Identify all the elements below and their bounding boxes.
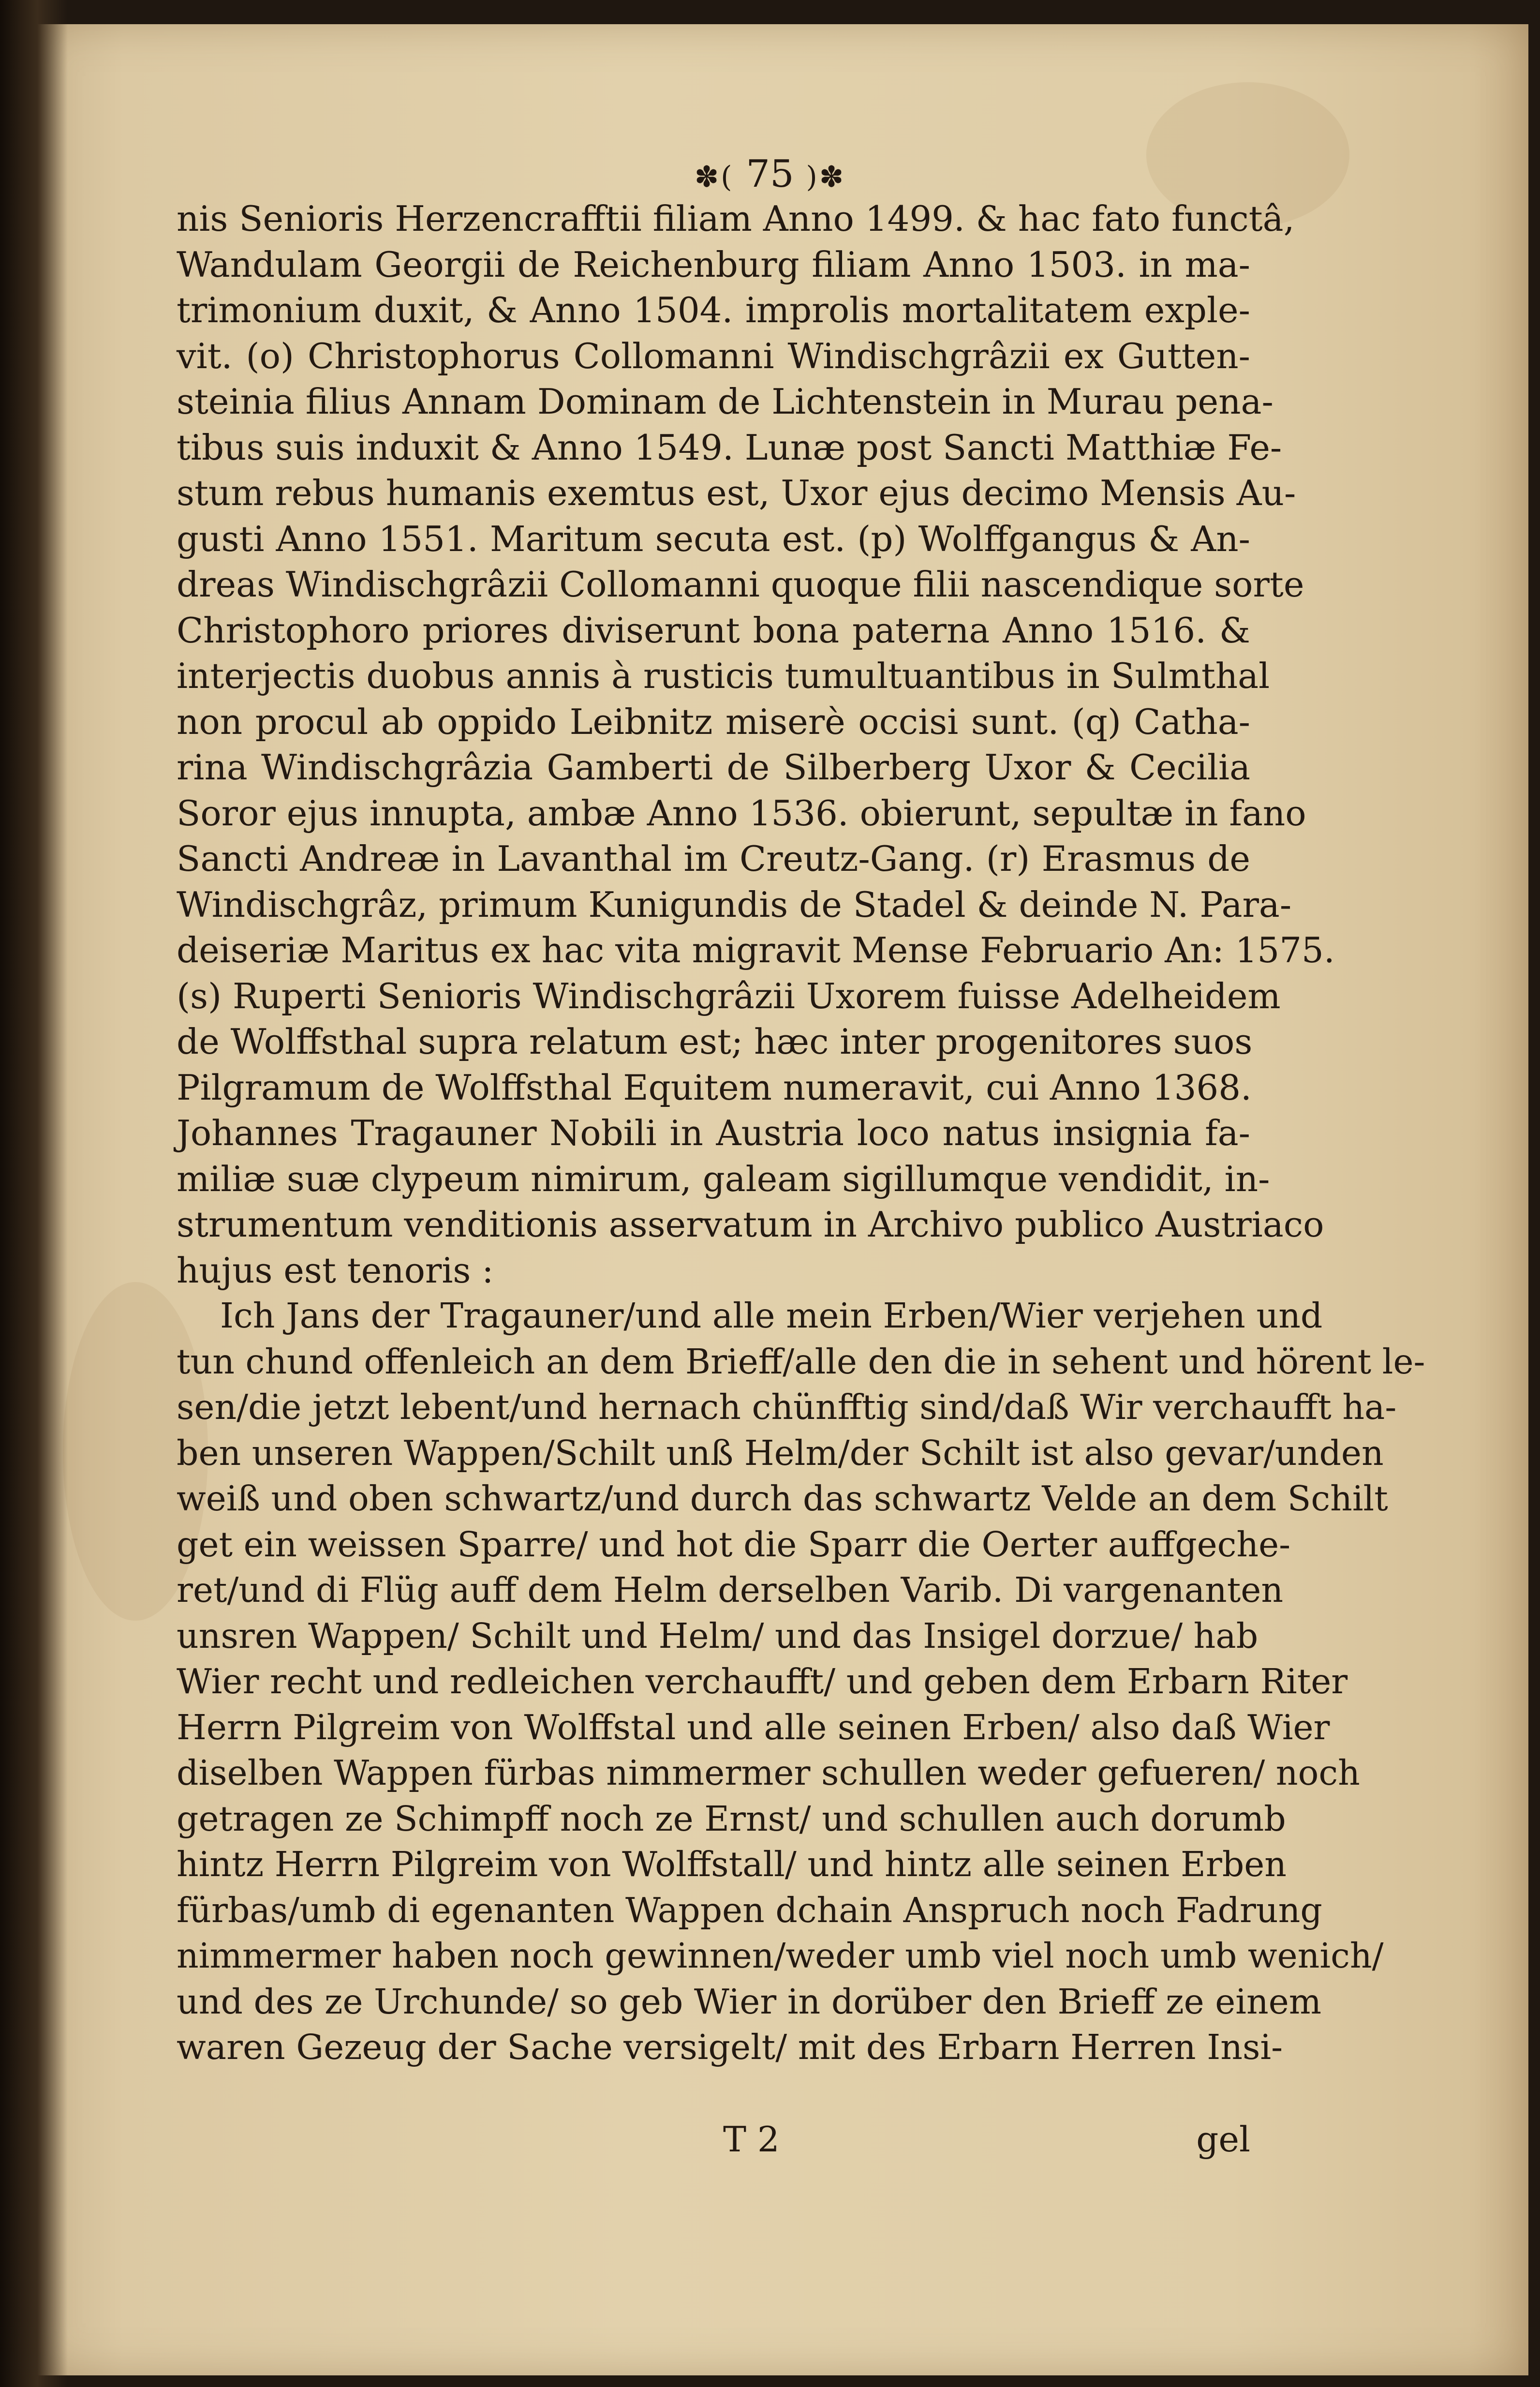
charter-line: Herrn Pilgreim von Wolffstal und alle seinen Erben/ also daß Wier bbox=[177, 1707, 1330, 1747]
text-line: dreas Windischgrâzii Collomanni quoque filii nascendique sorte bbox=[177, 564, 1304, 605]
text-line: tibus suis induxit & Anno 1549. Lunæ post Sancti Matthiæ Fe- bbox=[177, 427, 1282, 468]
page-header bbox=[0, 152, 1540, 196]
charter-line: waren Gezeug der Sache versigelt/ mit des Erbarn Herren Insi- bbox=[177, 2027, 1283, 2067]
text-line: steinia filius Annam Dominam de Lichtenstein in Murau pena- bbox=[177, 381, 1273, 422]
header-ornament-right: )✽ bbox=[806, 160, 846, 194]
text-line: gusti Anno 1551. Maritum secuta est. (p) Wolffgangus & An- bbox=[177, 518, 1250, 559]
text-line: hujus est tenoris : bbox=[177, 1250, 494, 1291]
page-number: 75 bbox=[746, 152, 794, 196]
text-line: Soror ejus innupta, ambæ Anno 1536. obierunt, sepultæ in fano bbox=[177, 792, 1306, 834]
text-line: interjectis duobus annis à rusticis tumultuantibus in Sulmthal bbox=[177, 656, 1270, 696]
text-line: nis Senioris Herzencrafftii filiam Anno 1499. & hac fato functâ, bbox=[177, 198, 1295, 239]
charter-line: ret/und di Flüg auff dem Helm derselben Varib. Di vargenanten bbox=[177, 1570, 1284, 1610]
text-line: Windischgrâz, primum Kunigundis de Stadel & deinde N. Para- bbox=[177, 884, 1292, 925]
charter-line: unsren Wappen/ Schilt und Helm/ und das Insigel dorzue/ hab bbox=[177, 1615, 1259, 1656]
charter-line: ben unseren Wappen/Schilt unß Helm/der Schilt ist also gevar/unden bbox=[177, 1432, 1384, 1473]
text-line: deiseriæ Maritus ex hac vita migravit Mense Februario An: 1575. bbox=[177, 930, 1335, 970]
text-line: vit. (o) Christophorus Collomanni Windischgrâzii ex Gutten- bbox=[177, 335, 1250, 376]
charter-line: fürbas/umb di egenanten Wappen dchain Anspruch noch Fadrung bbox=[177, 1890, 1322, 1930]
text-line: non procul ab oppido Leibnitz miserè occisi sunt. (q) Catha- bbox=[177, 701, 1250, 742]
charter-line: getragen ze Schimpff noch ze Ernst/ und schullen auch dorumb bbox=[177, 1798, 1286, 1839]
text-line: trimonium duxit, & Anno 1504. improlis mortalitatem exple- bbox=[177, 290, 1250, 330]
latin-notes bbox=[177, 196, 1335, 1293]
charter-line: hintz Herrn Pilgreim von Wolffstall/ und hintz alle seinen Erben bbox=[177, 1844, 1287, 1884]
text-line: Sancti Andreæ in Lavanthal im Creutz-Gang. (r) Erasmus de bbox=[177, 838, 1250, 879]
text-line: stum rebus humanis exemtus est, Uxor ejus decimo Mensis Au- bbox=[177, 473, 1296, 513]
page-footer bbox=[177, 2119, 1250, 2167]
text-line: Johannes Tragauner Nobili in Austria loco natus insignia fa- bbox=[177, 1113, 1250, 1153]
charter-line: tun chund offenleich an dem Brieff/alle den die in sehent und hörent le- bbox=[177, 1341, 1425, 1382]
charter-line: Ich Jans der Tragauner/und alle mein Erben/Wier verjehen und bbox=[220, 1296, 1323, 1336]
charter-line: get ein weissen Sparre/ und hot die Sparr die Oerter auffgeche- bbox=[177, 1524, 1291, 1565]
charter-line: diselben Wappen fürbas nimmermer schullen weder gefueren/ noch bbox=[177, 1753, 1360, 1793]
signature-mark: T 2 bbox=[723, 2119, 780, 2160]
text-line: strumentum venditionis asservatum in Archivo publico Austriaco bbox=[177, 1204, 1324, 1245]
text-line: rina Windischgrâzia Gamberti de Silberberg Uxor & Cecilia bbox=[177, 747, 1250, 788]
german-charter-text bbox=[177, 1293, 1425, 2071]
charter-line: sen/die jetzt lebent/und hernach chünfftig sind/daß Wir verchaufft ha- bbox=[177, 1387, 1397, 1427]
charter-line: und des ze Urchunde/ so geb Wier in dorüber den Brieff ze einem bbox=[177, 1981, 1322, 2022]
charter-line: weiß und oben schwartz/und durch das schwartz Velde an dem Schilt bbox=[177, 1478, 1388, 1519]
text-line: (s) Ruperti Senioris Windischgrâzii Uxorem fuisse Adelheidem bbox=[177, 975, 1281, 1016]
page-body bbox=[177, 196, 1425, 2071]
text-line: Christophoro priores diviserunt bona paterna Anno 1516. & bbox=[177, 610, 1250, 651]
text-line: Wandulam Georgii de Reichenburg filiam Anno 1503. in ma- bbox=[177, 244, 1250, 285]
book-binding-shadow bbox=[0, 0, 68, 2387]
catchword: gel bbox=[1196, 2119, 1250, 2160]
text-line: Pilgramum de Wolffsthal Equitem numeravit, cui Anno 1368. bbox=[177, 1067, 1252, 1108]
header-ornament-left: ✽( bbox=[694, 160, 734, 194]
charter-line: Wier recht und redleichen verchaufft/ und geben dem Erbarn Riter bbox=[177, 1661, 1348, 1701]
text-line: miliæ suæ clypeum nimirum, galeam sigillumque vendidit, in- bbox=[177, 1158, 1270, 1199]
charter-line: nimmermer haben noch gewinnen/weder umb viel noch umb wenich/ bbox=[177, 1936, 1384, 1976]
text-line: de Wolffsthal supra relatum est; hæc inter progenitores suos bbox=[177, 1021, 1253, 1062]
